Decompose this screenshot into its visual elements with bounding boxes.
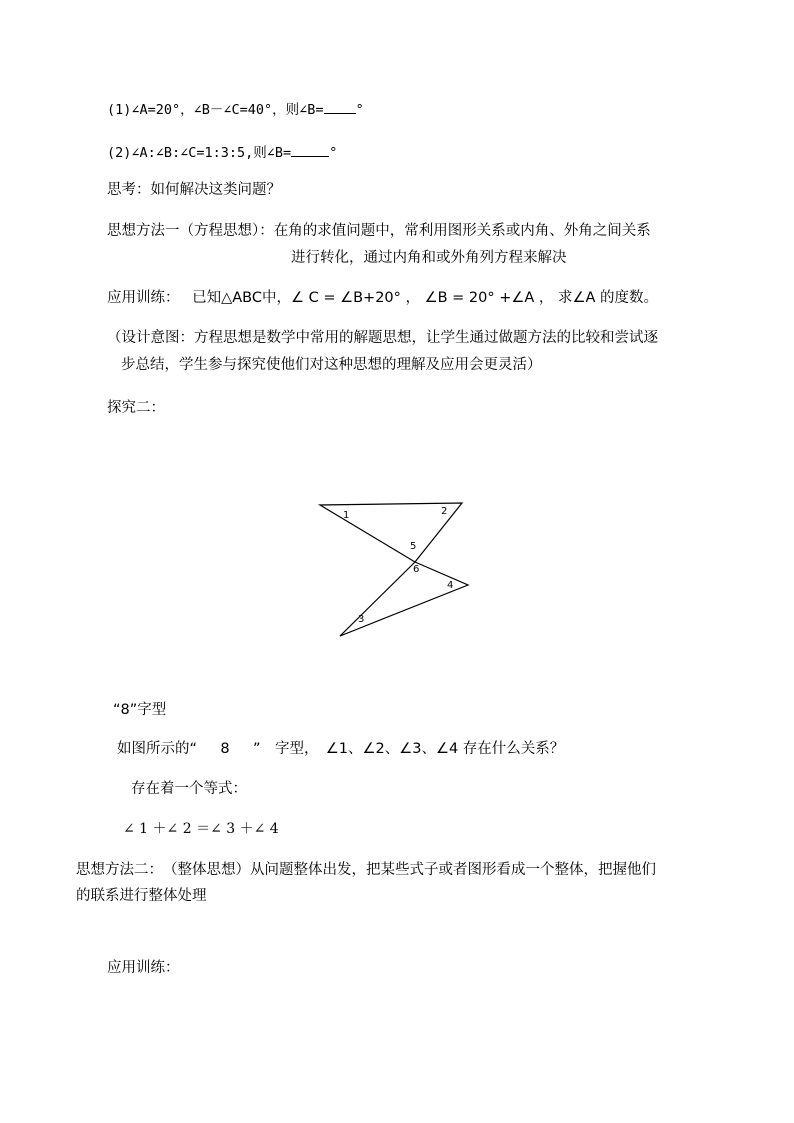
shape-caption: “8”字型 <box>113 702 167 718</box>
problem-1 <box>107 99 364 120</box>
problem-2 <box>107 142 337 163</box>
problem-2-text: (2)∠A:∠B:∠C=1:3:5,则∠B= <box>107 145 292 161</box>
problem-1-unit: ° <box>355 102 364 118</box>
problem-2-unit: ° <box>329 145 338 161</box>
angle-label-5: 5 <box>410 541 417 552</box>
exists-statement: 存在着一个等式： <box>131 781 247 797</box>
angle-label-6: 6 <box>413 564 420 575</box>
method-2-line-1: 思想方法二： （整体思想）从问题整体出发，把某些式子或者图形看成一个整体，把握他们 <box>76 862 656 878</box>
relation-question <box>117 739 564 759</box>
training-1 <box>107 288 658 308</box>
question-suffix: ” 字型， ∠1、∠2、∠3、∠4 存在什么关系？ <box>253 741 565 757</box>
question-prefix: 如图所示的“ <box>117 741 198 757</box>
method-1-line-2: 进行转化，通过内角和或外角列方程来解决 <box>291 250 567 266</box>
training-1-label: 应用训练： <box>107 290 180 306</box>
figure-eight-diagram <box>300 490 490 650</box>
angle-label-1: 1 <box>343 510 350 521</box>
method-1-line-1: 思想方法一（方程思想）：在角的求值问题中，常利用图形关系或内角、外角之间关系 <box>107 223 651 239</box>
question-digit: 8 <box>220 741 230 757</box>
problem-2-blank <box>291 142 329 157</box>
angle-equation: ∠ 1 ＋∠ 2 ＝∠ 3 ＋∠ 4 <box>123 821 279 837</box>
method-2-line-2: 的联系进行整体处理 <box>76 888 207 904</box>
angle-label-3: 3 <box>358 614 365 625</box>
angle-label-4: 4 <box>447 580 454 591</box>
problem-1-blank <box>324 99 356 114</box>
training-1-text: 已知△ABC中，∠ C = ∠B+20° ， ∠B = 20° +∠A ， 求∠A 的度数。 <box>192 290 659 306</box>
training-2-label: 应用训练： <box>107 960 180 976</box>
design-intent-line-1: （设计意图：方程思想是数学中常用的解题思想，让学生通过做题方法的比较和尝试逐 <box>107 330 658 346</box>
problem-1-text: (1)∠A=20°，∠B－∠C=40°，则∠B= <box>107 102 324 118</box>
explore-2-heading: 探究二： <box>107 400 165 416</box>
angle-label-2: 2 <box>441 506 448 517</box>
think-question: 思考：如何解决这类问题？ <box>107 182 281 198</box>
design-intent-line-2: 步总结，学生参与探究使他们对这种思想的理解及应用会更灵活） <box>121 357 542 373</box>
